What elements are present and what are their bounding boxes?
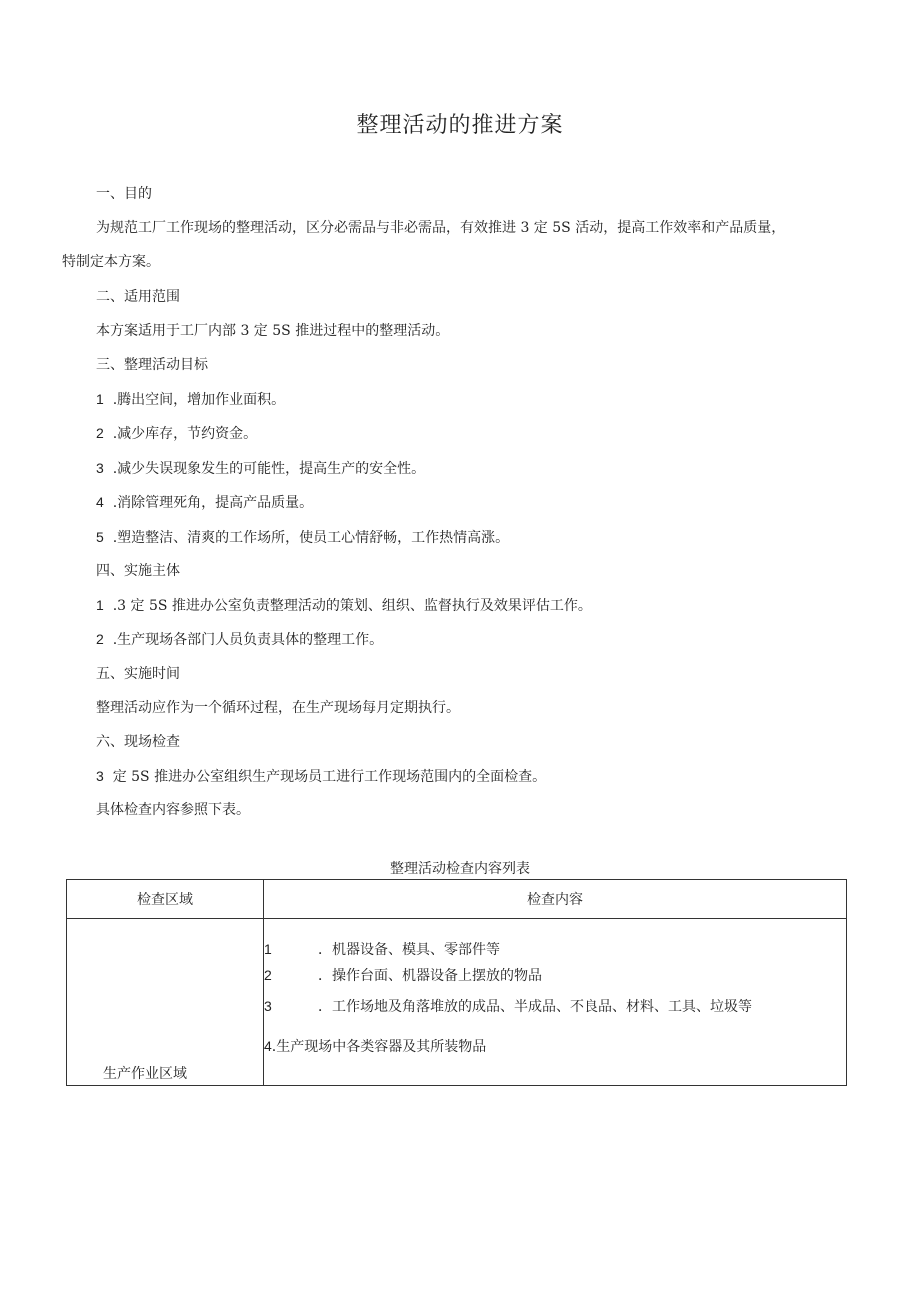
item-number: 1 xyxy=(264,941,272,957)
section-2-heading: 二、适用范围 xyxy=(96,289,180,305)
page-title: 整理活动的推进方案 xyxy=(356,113,564,138)
goal-item xyxy=(96,458,425,479)
item-number: 3 xyxy=(264,998,272,1014)
section-6-body: 定 5S 推进办公室组织生产现场员工进行工作现场范围内的全面检查。 xyxy=(112,769,547,785)
section-6-text xyxy=(96,766,546,787)
table-header-row xyxy=(67,880,847,919)
section-3-heading: 三、整理活动目标 xyxy=(96,357,208,373)
list-item xyxy=(264,939,500,959)
inspection-table xyxy=(66,879,847,1086)
section-6-text-2: 具体检查内容参照下表。 xyxy=(96,802,250,818)
goal-text: .消除管理死角，提高产品质量。 xyxy=(112,495,314,511)
list-item xyxy=(264,1036,486,1056)
subject-text: .3 定 5S 推进办公室负责整理活动的策划、组织、监督执行及效果评估工作。 xyxy=(112,598,592,614)
header-content: 检查内容 xyxy=(264,880,847,919)
list-item xyxy=(264,965,542,985)
section-5-text: 整理活动应作为一个循环过程，在生产现场每月定期执行。 xyxy=(96,700,460,716)
section-2-text: 本方案适用于工厂内部 3 定 5S 推进过程中的整理活动。 xyxy=(96,323,450,339)
subject-text: .生产现场各部门人员负责具体的整理工作。 xyxy=(112,632,384,648)
goal-item xyxy=(96,527,509,548)
subject-item xyxy=(96,629,383,650)
header-area: 检查区域 xyxy=(67,880,264,919)
section-4-heading: 四、实施主体 xyxy=(96,563,180,579)
section-6-number: 3 xyxy=(96,768,104,784)
goal-number: 3 xyxy=(96,460,104,476)
section-1-text-line-2: 特制定本方案。 xyxy=(62,254,160,270)
goal-number: 4 xyxy=(96,494,104,510)
item-text: ．工作场地及角落堆放的成品、半成品、不良品、材料、工具、垃圾等 xyxy=(318,999,752,1015)
item-text: .生产现场中各类容器及其所装物品 xyxy=(271,1039,487,1055)
content-cell xyxy=(264,919,847,1086)
goal-text: .腾出空间，增加作业面积。 xyxy=(112,392,286,408)
section-6-heading: 六、现场检查 xyxy=(96,734,180,750)
goal-text: .减少失误现象发生的可能性，提高生产的安全性。 xyxy=(112,461,426,477)
goal-item xyxy=(96,389,285,410)
item-text: ．操作台面、机器设备上摆放的物品 xyxy=(318,968,542,984)
list-item xyxy=(264,996,752,1016)
area-label: 生产作业区域 xyxy=(103,1066,187,1082)
subject-item xyxy=(96,595,592,616)
item-number: 4 xyxy=(264,1038,272,1054)
item-text: ．机器设备、模具、零部件等 xyxy=(318,942,500,958)
goal-text: .塑造整洁、清爽的工作场所，使员工心情舒畅，工作热情高涨。 xyxy=(112,530,510,546)
table-caption: 整理活动检查内容列表 xyxy=(390,861,530,877)
subject-number: 1 xyxy=(96,597,104,613)
table-row xyxy=(67,919,847,1086)
section-1-heading: 一、目的 xyxy=(96,186,152,202)
goal-item xyxy=(96,492,313,513)
goal-number: 5 xyxy=(96,529,104,545)
area-cell xyxy=(67,919,264,1086)
section-5-heading: 五、实施时间 xyxy=(96,666,180,682)
goal-number: 1 xyxy=(96,391,104,407)
goal-text: .减少库存，节约资金。 xyxy=(112,426,258,442)
item-number: 2 xyxy=(264,967,272,983)
goal-number: 2 xyxy=(96,425,104,441)
section-1-text-line-1: 为规范工厂工作现场的整理活动，区分必需品与非必需品，有效推进 3 定 5S 活动，提高工作效率和产品质量， xyxy=(96,220,786,236)
goal-item xyxy=(96,423,257,444)
subject-number: 2 xyxy=(96,631,104,647)
